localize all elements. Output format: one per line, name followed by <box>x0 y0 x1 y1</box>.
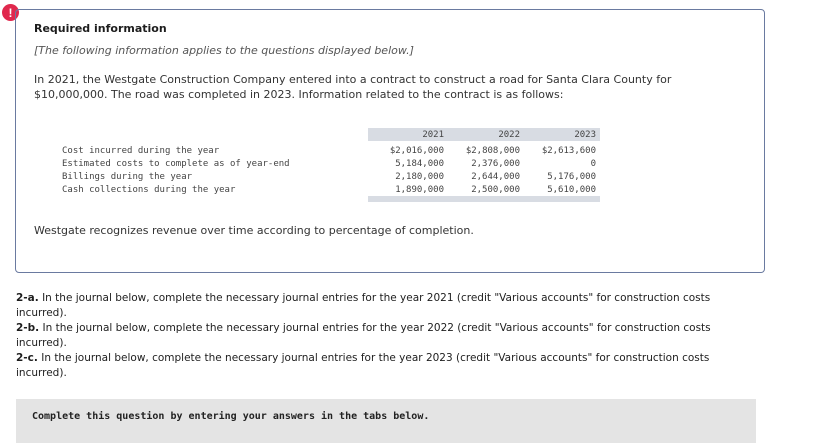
cell-value: $2,808,000 <box>465 145 520 156</box>
cell-value: 2,180,000 <box>395 171 444 182</box>
table-row <box>60 170 600 183</box>
question-item <box>16 351 756 381</box>
info-subtitle: [The following information applies to the questions displayed below.] <box>34 44 414 57</box>
question-item <box>16 291 756 321</box>
instruction-text: Complete this question by entering your answers in the tabs below. <box>32 411 430 422</box>
intro-paragraph: In 2021, the Westgate Construction Company entered into a contract to construct a road for Santa Clara County for $10,000,000. The road was completed in 2023. Information related to the contract is as follows: <box>34 73 672 101</box>
info-title: Required information <box>34 22 167 35</box>
table-header-row <box>60 128 600 141</box>
cell-value: 5,176,000 <box>547 171 596 182</box>
year-header: 2021 <box>368 128 444 141</box>
question-tag: 2-a. <box>16 292 39 304</box>
table-row <box>60 183 600 196</box>
cell-value: 5,184,000 <box>395 158 444 169</box>
alert-icon: ! <box>2 4 19 21</box>
question-tag: 2-b. <box>16 322 40 334</box>
cell-value: 2,376,000 <box>471 158 520 169</box>
cell-value: 2,500,000 <box>471 184 520 195</box>
header-pad <box>596 128 600 141</box>
instruction-bar <box>16 399 756 443</box>
row-label: Billings during the year <box>62 171 193 182</box>
row-label: Cash collections during the year <box>62 184 236 195</box>
cell-value: $2,016,000 <box>389 145 444 156</box>
question-list <box>16 291 756 381</box>
row-label: Estimated costs to complete as of year-end <box>62 158 290 169</box>
table-row <box>60 157 600 170</box>
question-text: In the journal below, complete the necessary journal entries for the year 2022 (credit "Various accounts" for construction costs incurred). <box>16 322 711 349</box>
question-text: In the journal below, complete the necessary journal entries for the year 2021 (credit "Various accounts" for construction costs incurred). <box>16 292 711 319</box>
header-blank <box>60 128 368 141</box>
year-header: 2023 <box>520 128 596 141</box>
cell-value: 1,890,000 <box>395 184 444 195</box>
question-text: In the journal below, complete the necessary journal entries for the year 2023 (credit "Various accounts" for construction costs incurred). <box>16 352 710 379</box>
question-tag: 2-c. <box>16 352 38 364</box>
cell-value: 5,610,000 <box>547 184 596 195</box>
row-label: Cost incurred during the year <box>62 145 220 156</box>
cell-value: $2,613,600 <box>541 145 596 156</box>
contract-data-table <box>60 128 600 202</box>
cell-value: 2,644,000 <box>471 171 520 182</box>
year-header: 2022 <box>444 128 520 141</box>
recognition-note: Westgate recognizes revenue over time according to percentage of completion. <box>34 224 474 237</box>
cell-value: 0 <box>590 158 596 169</box>
table-row <box>60 141 600 157</box>
table-footer-row <box>60 196 600 202</box>
question-item <box>16 321 756 351</box>
